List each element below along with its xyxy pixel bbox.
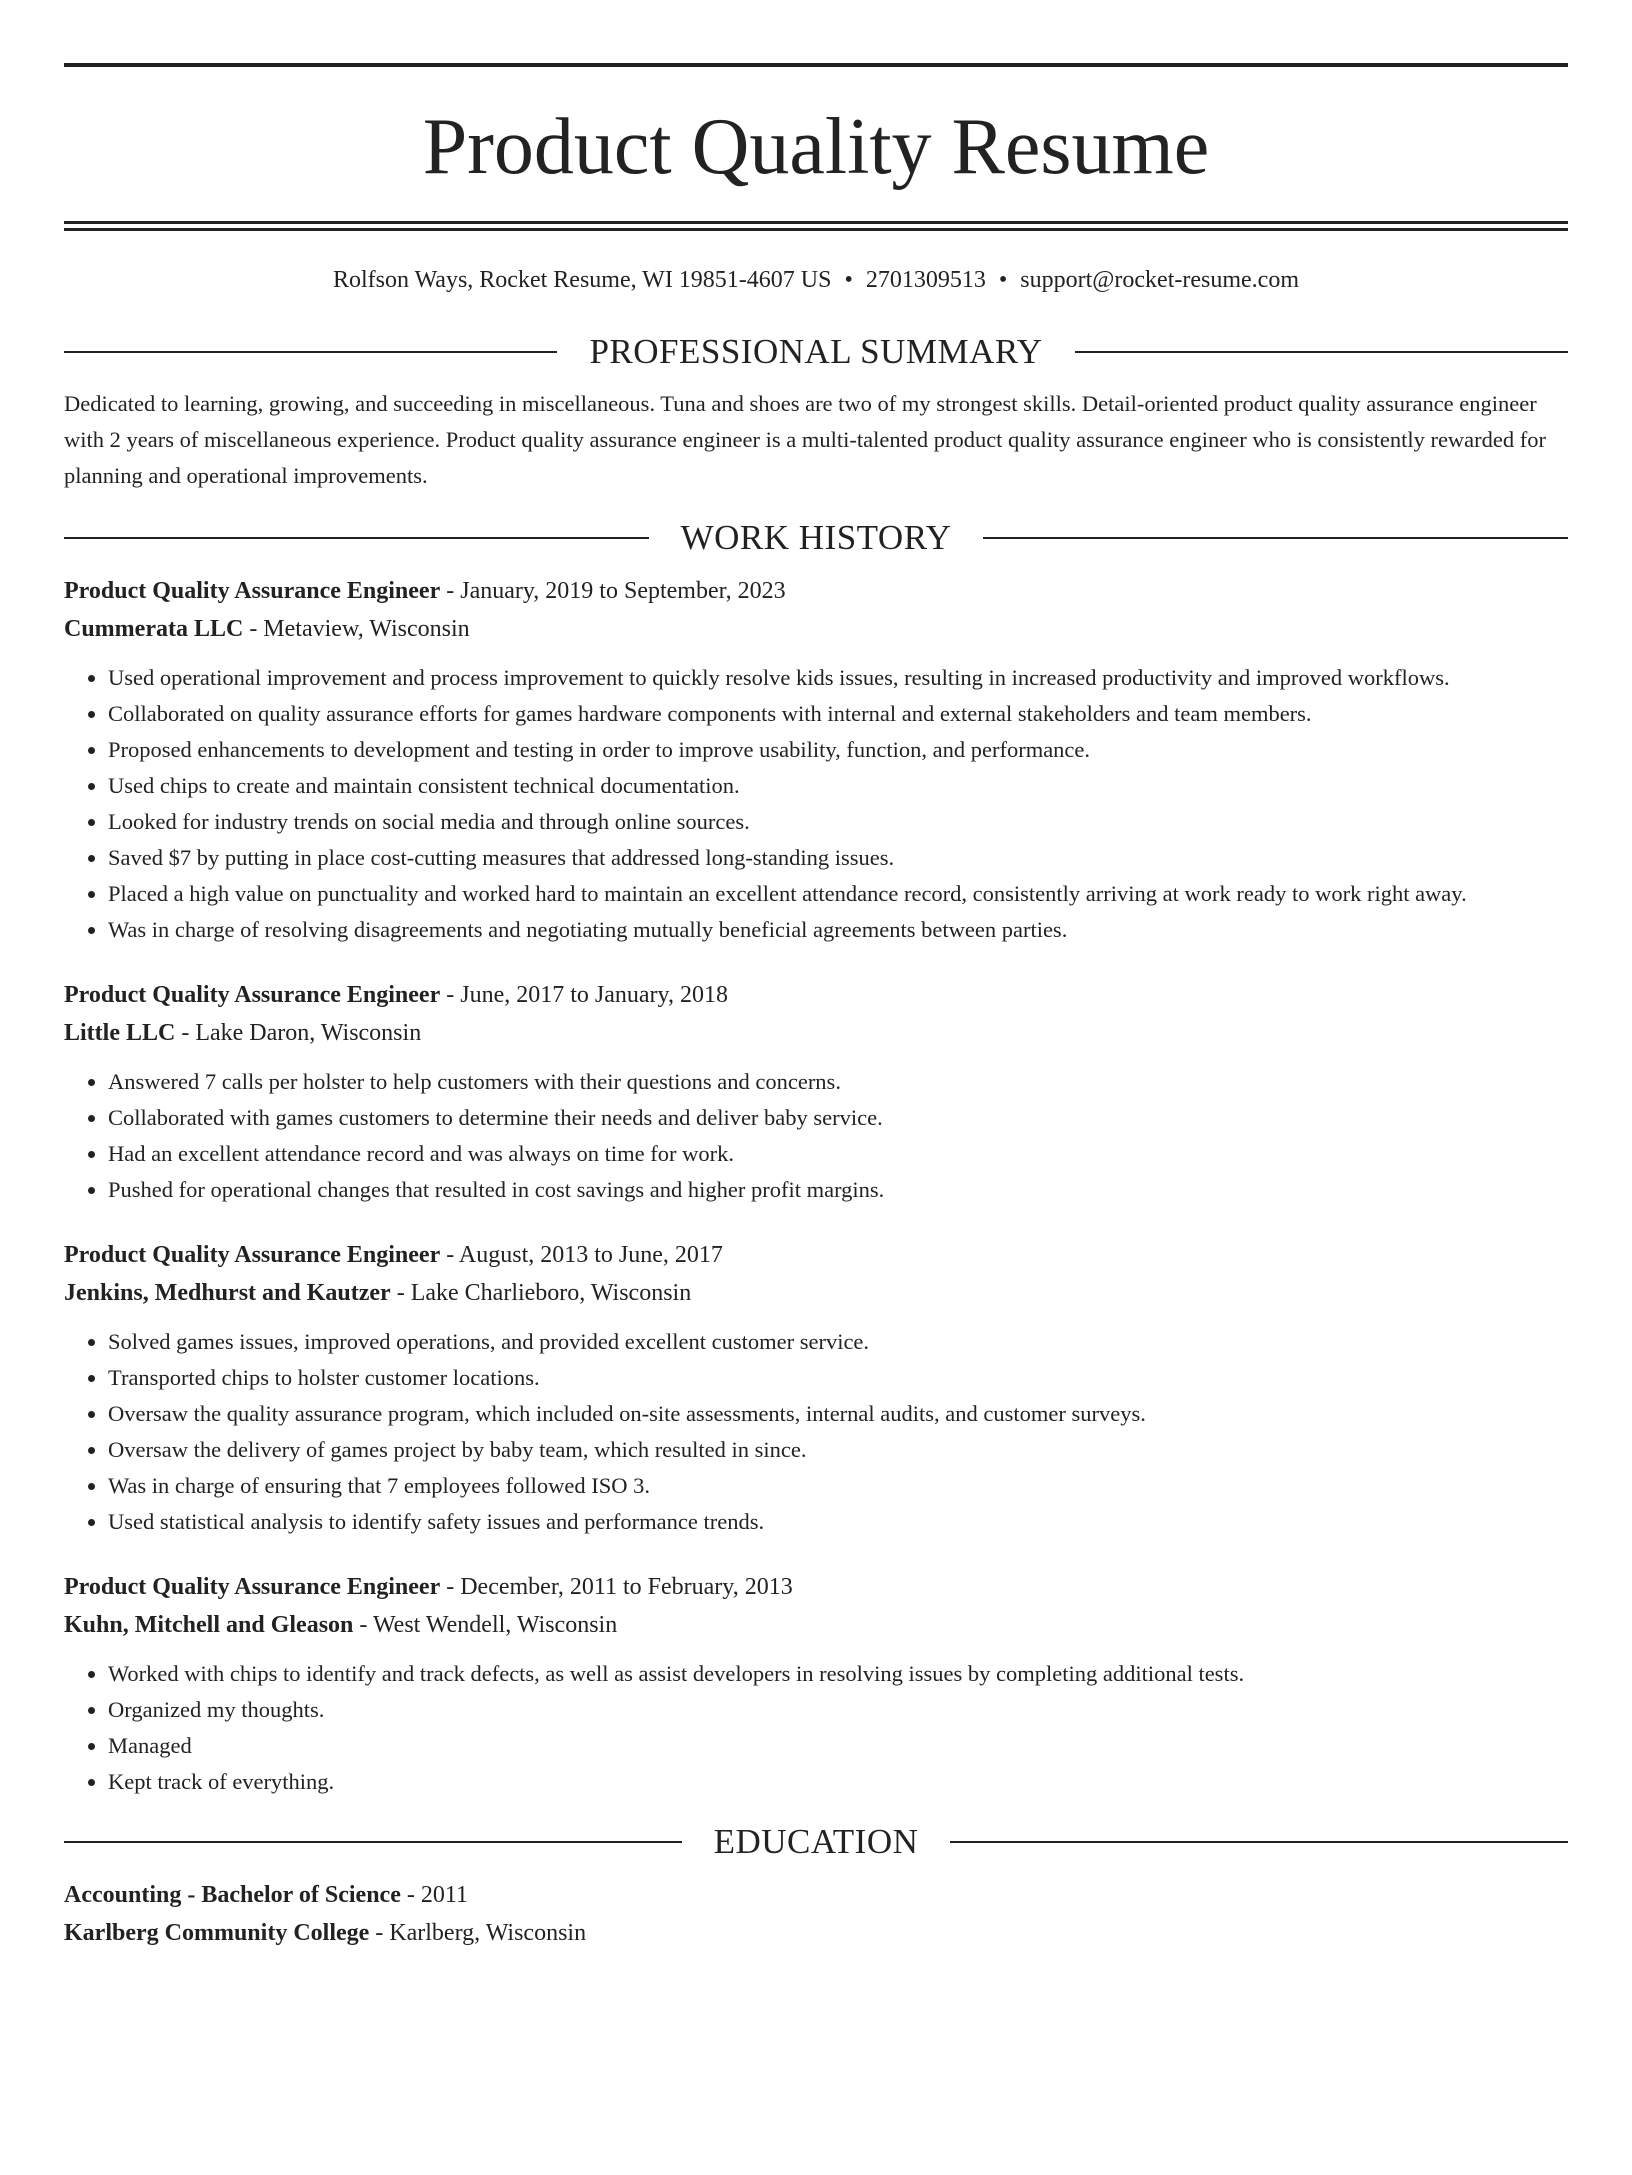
job-location: - Lake Daron, Wisconsin (175, 1020, 422, 1046)
list-item: • Used operational improvement and process improvement to quickly resolve kids issues, resulting in increased productivity and improved workflows. (108, 660, 1568, 696)
job-bullets (64, 1324, 1568, 1540)
job-company-line (64, 1606, 1568, 1644)
list-item: • Looked for industry trends on social media and through online sources. (108, 804, 1568, 840)
job-bullets (64, 1064, 1568, 1208)
section-heading-summary (64, 330, 1568, 374)
contact-phone: 2701309513 (865, 267, 986, 293)
top-rule (64, 63, 1568, 67)
resume-page (0, 63, 1632, 2175)
education-school-line (64, 1914, 1568, 1952)
contact-email: support@rocket-resume.com (1020, 267, 1299, 293)
heading-rule-left (64, 537, 649, 539)
job-title-line (64, 572, 1568, 610)
job-company: Jenkins, Medhurst and Kautzer (64, 1280, 391, 1306)
job-title: Product Quality Assurance Engineer (64, 982, 441, 1008)
job-dates: - January, 2019 to September, 2023 (440, 578, 786, 604)
job-bullets (64, 1656, 1568, 1800)
job-company: Kuhn, Mitchell and Gleason (64, 1612, 354, 1638)
job-entry (64, 1236, 1568, 1540)
list-item: • Used chips to create and maintain consistent technical documentation. (108, 768, 1568, 804)
job-company-line (64, 1014, 1568, 1052)
summary-text: Dedicated to learning, growing, and succeeding in miscellaneous. Tuna and shoes are two of my strongest skills. Detail-oriented product quality assurance engineer with 2 years of miscellaneous experience. Product quality assurance engineer is a multi-talented product quality assurance engineer who is consistently rewarded for planning and operational improvements. (64, 391, 1547, 488)
heading-rule-right (1075, 351, 1568, 353)
list-item: • Transported chips to holster customer locations. (108, 1360, 1568, 1396)
list-item: • Used statistical analysis to identify safety issues and performance trends. (108, 1504, 1568, 1540)
list-item: • Managed (108, 1728, 1568, 1764)
contact-address: Rolfson Ways, Rocket Resume, WI 19851-4607 US (333, 267, 832, 293)
job-entry (64, 1568, 1568, 1800)
job-company-line (64, 1274, 1568, 1312)
heading-rule-right (983, 537, 1568, 539)
list-item: • Proposed enhancements to development and testing in order to improve usability, function, and performance. (108, 732, 1568, 768)
education-location: - Karlberg, Wisconsin (369, 1920, 587, 1946)
job-location: - Lake Charlieboro, Wisconsin (390, 1280, 692, 1306)
job-title: Product Quality Assurance Engineer (64, 1574, 441, 1600)
job-title-line (64, 1568, 1568, 1606)
list-item: • Was in charge of ensuring that 7 employees followed ISO 3. (108, 1468, 1568, 1504)
list-item: • Organized my thoughts. (108, 1692, 1568, 1728)
list-item: • Worked with chips to identify and track defects, as well as assist developers in resolving issues by completing additional tests. (108, 1656, 1568, 1692)
job-entry (64, 572, 1568, 948)
section-heading-label: PROFESSIONAL SUMMARY (589, 332, 1043, 371)
list-item: • Collaborated on quality assurance efforts for games hardware components with internal and external stakeholders and team members. (108, 696, 1568, 732)
list-item: • Answered 7 calls per holster to help customers with their questions and concerns. (108, 1064, 1568, 1100)
contact-separator: • (998, 267, 1008, 293)
job-company: Little LLC (64, 1020, 176, 1046)
resume-title: Product Quality Resume (422, 103, 1210, 191)
job-dates: - June, 2017 to January, 2018 (440, 982, 728, 1008)
education-year: - 2011 (400, 1882, 468, 1908)
job-company-line (64, 610, 1568, 648)
list-item: • Solved games issues, improved operations, and provided excellent customer service. (108, 1324, 1568, 1360)
job-bullets (64, 660, 1568, 948)
job-entry (64, 976, 1568, 1208)
list-item: • Had an excellent attendance record and was always on time for work. (108, 1136, 1568, 1172)
heading-rule-left (64, 1841, 682, 1843)
job-title: Product Quality Assurance Engineer (64, 578, 441, 604)
section-heading-work (64, 516, 1568, 560)
list-item: • Oversaw the quality assurance program, which included on-site assessments, internal audits, and customer surveys. (108, 1396, 1568, 1432)
section-heading-label: WORK HISTORY (680, 518, 952, 557)
job-dates: - December, 2011 to February, 2013 (440, 1574, 793, 1600)
list-item: • Saved $7 by putting in place cost-cutting measures that addressed long-standing issues. (108, 840, 1568, 876)
contact-line (64, 264, 1568, 296)
list-item: • Placed a high value on punctuality and worked hard to maintain an excellent attendance record, consistently arriving at work ready to work right away. (108, 876, 1568, 912)
list-item: • Pushed for operational changes that resulted in cost savings and higher profit margins. (108, 1172, 1568, 1208)
job-title: Product Quality Assurance Engineer (64, 1242, 441, 1268)
heading-rule-left (64, 351, 557, 353)
list-item: • Oversaw the delivery of games project by baby team, which resulted in since. (108, 1432, 1568, 1468)
section-heading-education (64, 1820, 1568, 1864)
education-degree-line (64, 1876, 1568, 1914)
heading-rule-right (950, 1841, 1568, 1843)
list-item: • Was in charge of resolving disagreements and negotiating mutually beneficial agreements between parties. (108, 912, 1568, 948)
job-location: - West Wendell, Wisconsin (353, 1612, 618, 1638)
job-company: Cummerata LLC (64, 616, 244, 642)
work-history-list (64, 572, 1568, 1800)
list-item: • Kept track of everything. (108, 1764, 1568, 1800)
education-degree: Accounting - Bachelor of Science (64, 1882, 401, 1908)
education-entry (64, 1876, 1568, 1952)
title-double-rule (64, 221, 1568, 231)
job-title-line (64, 1236, 1568, 1274)
job-title-line (64, 976, 1568, 1014)
education-school: Karlberg Community College (64, 1920, 370, 1946)
contact-separator: • (844, 267, 853, 293)
job-dates: - August, 2013 to June, 2017 (440, 1242, 723, 1268)
section-heading-label: EDUCATION (713, 1822, 919, 1861)
list-item: • Collaborated with games customers to determine their needs and deliver baby service. (108, 1100, 1568, 1136)
job-location: - Metaview, Wisconsin (243, 616, 470, 642)
